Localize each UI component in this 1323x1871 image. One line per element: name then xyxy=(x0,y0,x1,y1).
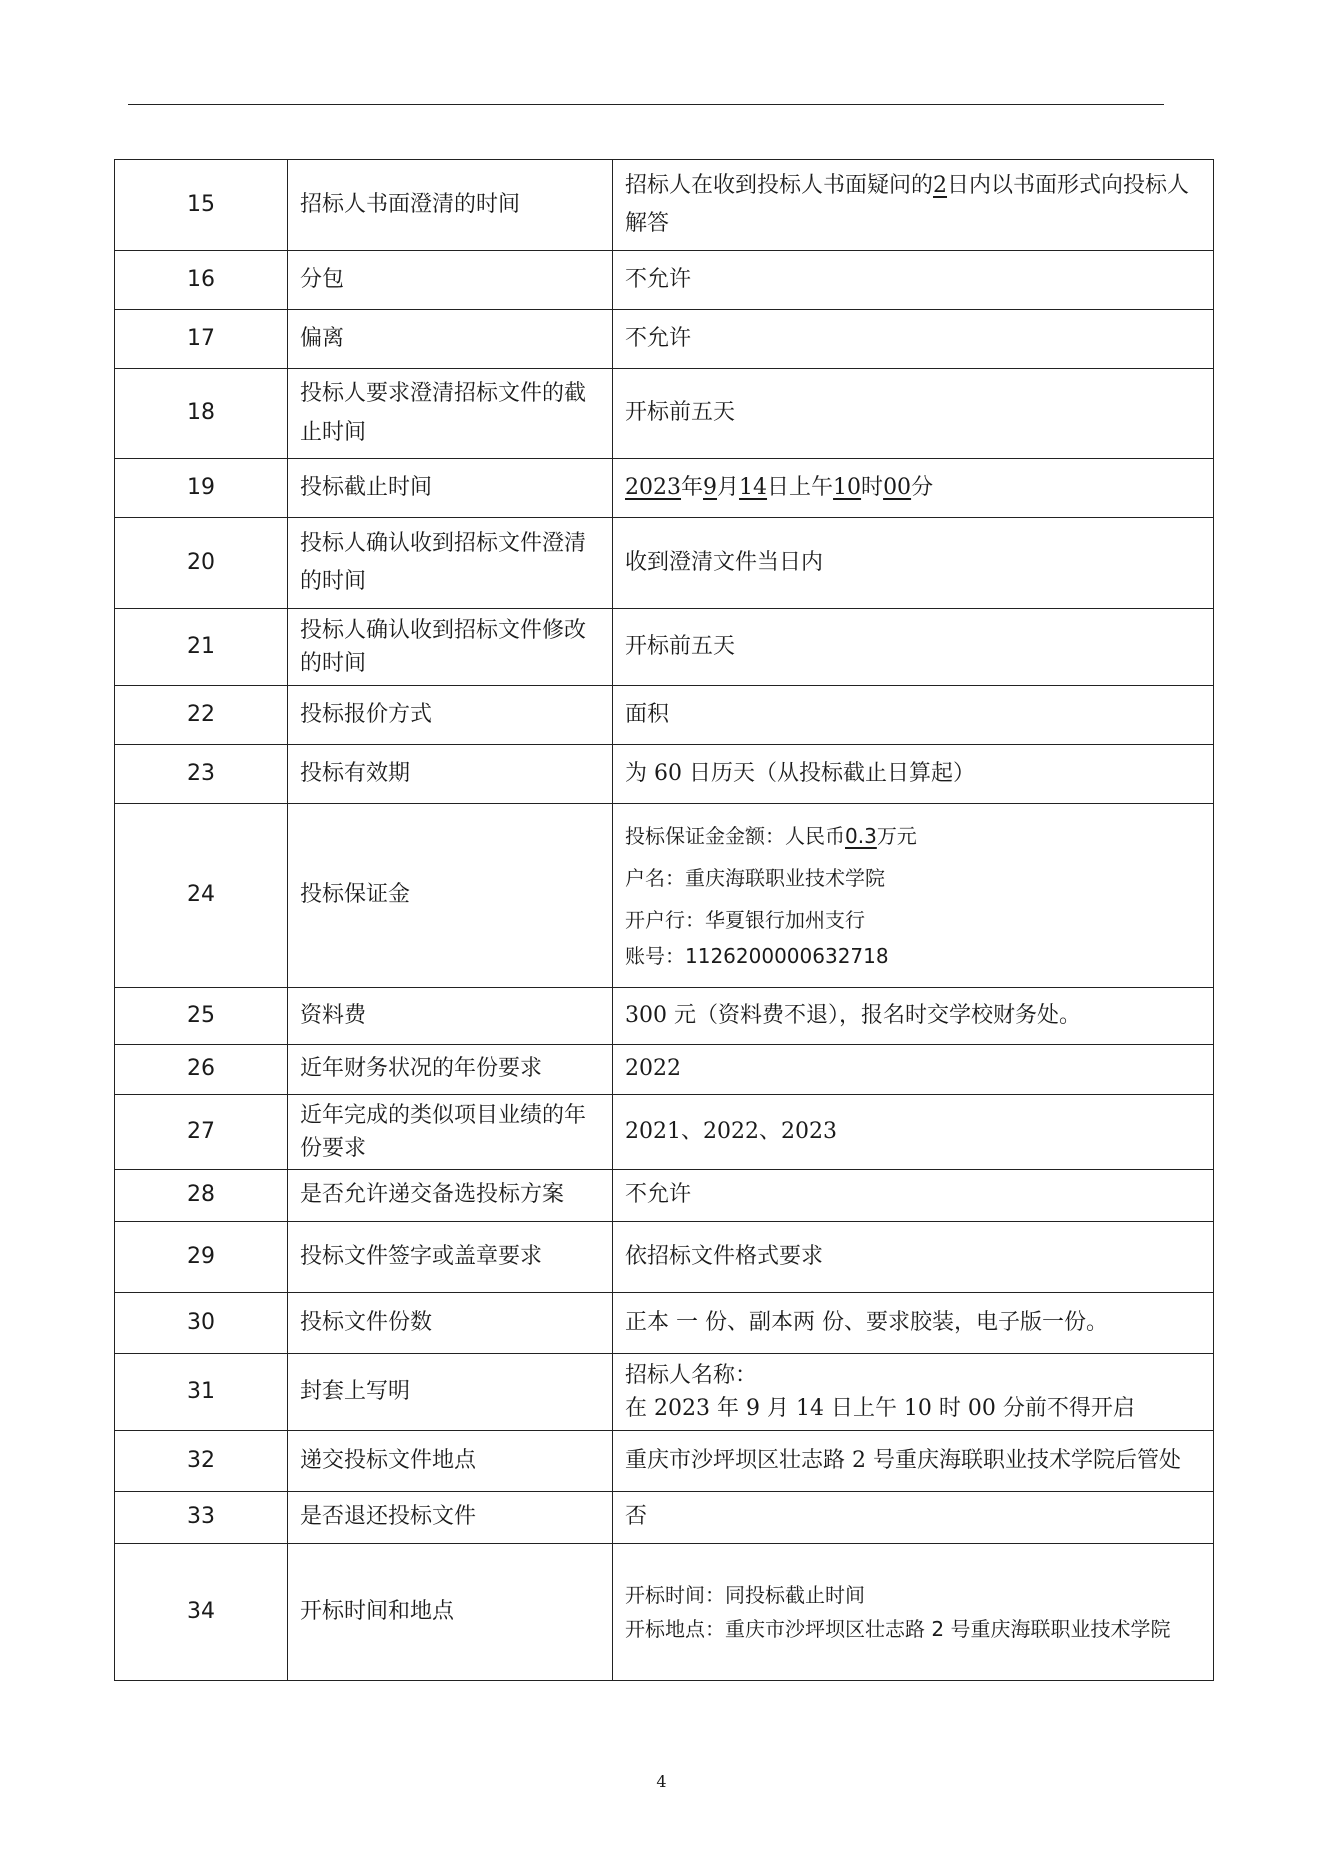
row-number: 16 xyxy=(115,251,288,310)
row-item: 是否退还投标文件 xyxy=(288,1492,613,1544)
row-number: 27 xyxy=(115,1095,288,1170)
row-value: 2022 xyxy=(613,1045,1214,1095)
row-item: 投标有效期 xyxy=(288,745,613,804)
table-row xyxy=(115,369,1214,459)
opening-time: 开标时间：同投标截止时间 xyxy=(625,1583,865,1607)
table-row xyxy=(115,160,1214,251)
row-number: 26 xyxy=(115,1045,288,1095)
row-item: 投标保证金 xyxy=(288,804,613,988)
row-item: 偏离 xyxy=(288,310,613,369)
row-number: 34 xyxy=(115,1544,288,1681)
row-number: 28 xyxy=(115,1170,288,1222)
row-value: 收到澄清文件当日内 xyxy=(613,518,1214,609)
row-number: 18 xyxy=(115,369,288,459)
table-row xyxy=(115,310,1214,369)
table-row xyxy=(115,1431,1214,1492)
page-number: 4 xyxy=(656,1772,667,1791)
row-value: 依招标文件格式要求 xyxy=(613,1222,1214,1293)
account-name: 户名：重庆海联职业技术学院 xyxy=(625,865,885,890)
deadline-year: 2023 xyxy=(625,474,681,500)
row-value: 投标保证金金额：人民币0.3万元 户名：重庆海联职业技术学院 开户行：华夏银行加州支行 账号：1126200000632718 xyxy=(613,804,1214,988)
row-value: 正本 一 份、副本两 份、要求胶装，电子版一份。 xyxy=(613,1293,1214,1354)
row-value: 300 元（资料费不退），报名时交学校财务处。 xyxy=(613,988,1214,1045)
row-item: 招标人书面澄清的时间 xyxy=(288,160,613,251)
row-number: 30 xyxy=(115,1293,288,1354)
opening-location: 开标地点：重庆市沙坪坝区壮志路 2 号重庆海联职业技术学院 xyxy=(625,1617,1171,1641)
row-number: 31 xyxy=(115,1354,288,1431)
table-row xyxy=(115,1095,1214,1170)
row-number: 20 xyxy=(115,518,288,609)
row-number: 25 xyxy=(115,988,288,1045)
table-row xyxy=(115,1492,1214,1544)
row-item: 是否允许递交备选投标方案 xyxy=(288,1170,613,1222)
table-row xyxy=(115,1045,1214,1095)
row-value: 2023年9月14日上午10时00分 xyxy=(613,459,1214,518)
row-number: 33 xyxy=(115,1492,288,1544)
bank-name: 开户行：华夏银行加州支行 xyxy=(625,907,865,932)
row-number: 21 xyxy=(115,609,288,686)
row-item: 近年财务状况的年份要求 xyxy=(288,1045,613,1095)
row-number: 17 xyxy=(115,310,288,369)
account-number: 账号：1126200000632718 xyxy=(625,943,889,968)
row-item: 投标文件签字或盖章要求 xyxy=(288,1222,613,1293)
row-item: 分包 xyxy=(288,251,613,310)
table-row xyxy=(115,1293,1214,1354)
row-item: 投标人确认收到招标文件修改的时间 xyxy=(288,609,613,686)
table-row xyxy=(115,1354,1214,1431)
row-number: 29 xyxy=(115,1222,288,1293)
row-value: 不允许 xyxy=(613,1170,1214,1222)
row-value: 重庆市沙坪坝区壮志路 2 号重庆海联职业技术学院后管处 xyxy=(613,1431,1214,1492)
table-row xyxy=(115,988,1214,1045)
deadline-day: 14 xyxy=(739,474,768,500)
row-item: 投标人确认收到招标文件澄清的时间 xyxy=(288,518,613,609)
deadline-minute: 00 xyxy=(883,474,912,500)
table-row xyxy=(115,518,1214,609)
header-rule xyxy=(128,104,1164,105)
row-number: 15 xyxy=(115,160,288,251)
underlined-value: 2 xyxy=(933,172,948,198)
table-row xyxy=(115,1170,1214,1222)
row-value: 2021、2022、2023 xyxy=(613,1095,1214,1170)
row-value xyxy=(613,1544,1214,1681)
deadline-hour: 10 xyxy=(833,474,862,500)
table-row xyxy=(115,251,1214,310)
row-value: 开标前五天 xyxy=(613,369,1214,459)
row-item: 资料费 xyxy=(288,988,613,1045)
table-row xyxy=(115,459,1214,518)
row-number: 19 xyxy=(115,459,288,518)
table-row xyxy=(115,609,1214,686)
table-row xyxy=(115,745,1214,804)
row-value xyxy=(613,1354,1214,1431)
row-number: 24 xyxy=(115,804,288,988)
row-value: 开标前五天 xyxy=(613,609,1214,686)
envelope-line-2: 在 2023 年 9 月 14 日上午 10 时 00 分前不得开启 xyxy=(625,1396,1135,1421)
row-value: 面积 xyxy=(613,686,1214,745)
envelope-line-1: 招标人名称： xyxy=(625,1363,758,1388)
row-value: 否 xyxy=(613,1492,1214,1544)
row-item: 封套上写明 xyxy=(288,1354,613,1431)
row-item: 投标报价方式 xyxy=(288,686,613,745)
row-value: 招标人在收到投标人书面疑问的2日内以书面形式向投标人解答 xyxy=(613,160,1214,251)
row-value: 不允许 xyxy=(613,310,1214,369)
row-number: 32 xyxy=(115,1431,288,1492)
deadline-month: 9 xyxy=(703,474,718,500)
bid-parameters-table xyxy=(114,159,1214,1681)
row-number: 22 xyxy=(115,686,288,745)
row-value: 为 60 日历天（从投标截止日算起） xyxy=(613,745,1214,804)
row-item: 近年完成的类似项目业绩的年份要求 xyxy=(288,1095,613,1170)
deposit-amount: 0.3 xyxy=(845,823,877,848)
table-row xyxy=(115,686,1214,745)
row-number: 23 xyxy=(115,745,288,804)
table-row xyxy=(115,1222,1214,1293)
row-item: 投标截止时间 xyxy=(288,459,613,518)
row-item: 递交投标文件地点 xyxy=(288,1431,613,1492)
table-row xyxy=(115,1544,1214,1681)
table-row xyxy=(115,804,1214,988)
row-value: 不允许 xyxy=(613,251,1214,310)
row-item: 投标人要求澄清招标文件的截止时间 xyxy=(288,369,613,459)
row-item: 投标文件份数 xyxy=(288,1293,613,1354)
row-item: 开标时间和地点 xyxy=(288,1544,613,1681)
